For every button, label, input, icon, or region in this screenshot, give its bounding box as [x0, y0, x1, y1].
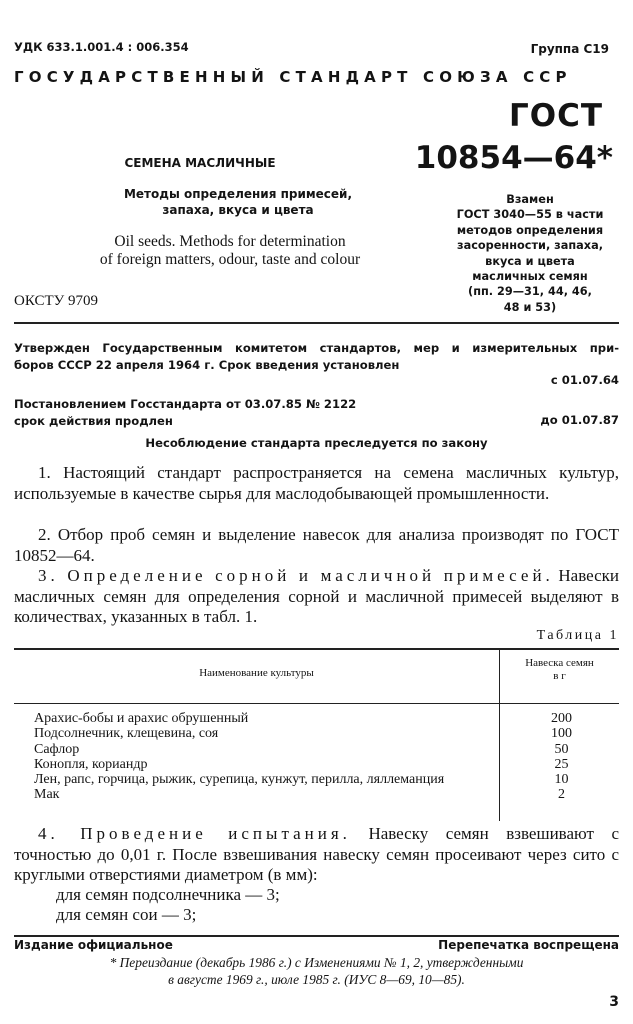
- crop-name: Арахис-бобы и арахис обрушенный: [34, 711, 249, 726]
- approval-statement: [14, 340, 619, 374]
- okstu-code: ОКСТУ 9709: [14, 293, 99, 309]
- seed-weight: 10: [554, 772, 569, 788]
- crop-name: Конопля, кориандр: [34, 756, 148, 772]
- valid-until-date: до 01.07.87: [540, 413, 619, 427]
- group-code: Группа С19: [530, 42, 609, 56]
- udk-code: УДК 633.1.001.4 : 006.354: [14, 40, 189, 54]
- paragraph-2: [14, 525, 619, 566]
- replaces-line: масличных семян: [472, 270, 588, 284]
- table-header-weight-line: Навеска семян: [525, 657, 594, 669]
- intro-date: с 01.07.64: [550, 373, 619, 387]
- table-row: [14, 742, 619, 757]
- replaces-line: вкуса и цвета: [485, 254, 575, 268]
- official-edition-label: Издание официальное: [14, 938, 173, 952]
- replaces-line: 48 и 53): [503, 300, 557, 314]
- state-standard-heading: ГОСУДАРСТВЕННЫЙ СТАНДАРТ СОЮЗА ССР: [14, 68, 572, 86]
- prolongation-line: Постановлением Госстандарта от 03.07.85 № 2122: [14, 397, 357, 411]
- header-divider: [14, 322, 619, 324]
- table-caption: Таблица 1: [536, 628, 619, 643]
- prolongation-line: срок действия продлен: [14, 414, 173, 428]
- table-header-rule: [14, 703, 619, 704]
- list-item: для семян сои — 3;: [56, 905, 197, 924]
- seed-weight: 200: [551, 711, 572, 726]
- replaces-line: засоренности, запаха,: [457, 239, 603, 253]
- reedition-footnote: [0, 954, 633, 988]
- replaces-line: ГОСТ 3040—55 в части: [456, 208, 604, 222]
- paragraph-4: [14, 824, 619, 886]
- seed-weight: 2: [558, 787, 565, 803]
- gost-number: 10854—64*: [414, 140, 613, 176]
- english-title: [0, 233, 460, 269]
- table-row: [14, 711, 619, 726]
- subtitle-line: запаха, вкуса и цвета: [162, 203, 314, 217]
- table-header-name: Наименование культуры: [199, 667, 314, 679]
- english-title-line: Oil seeds. Methods for determination: [114, 233, 346, 250]
- reprint-prohibited-label: Перепечатка воспрещена: [438, 938, 619, 952]
- paragraph-2-text: 2. Отбор проб семян и выделение навесок для анализа производят по ГОСТ 10852—64.: [14, 525, 619, 565]
- crop-name: Сафлор: [34, 741, 80, 757]
- seed-weight: 25: [554, 756, 569, 772]
- paragraph-4-title: 4. Проведение испытания.: [38, 824, 351, 843]
- crop-name: Лен, рапс, горчица, рыжик, сурепица, кунжут, перилла, ляллеманция: [34, 772, 445, 788]
- paragraph-4-text: Навеску семян взвешивают с точностью до 0,01 г. После взвешивания навеску семян просеивают через сито с круглыми отверстиями диаметром (в мм):: [14, 824, 619, 884]
- gost-label: ГОСТ: [508, 98, 603, 134]
- replaces-line: (пп. 29—31, 44, 46,: [468, 285, 592, 299]
- approval-line: Утвержден Государственным комитетом стандартов, мер и измерительных при-: [14, 341, 619, 355]
- paragraph-1: [14, 463, 619, 504]
- footnote-line: в августе 1969 г., июле 1985 г. (ИУС 8—69, 10—85).: [168, 972, 465, 987]
- list-item: для семян подсолнечника — 3;: [56, 885, 280, 904]
- table-header-weight: [500, 657, 619, 683]
- table-top-rule: [14, 648, 619, 650]
- seed-weight: 100: [551, 726, 572, 742]
- crop-name: Подсолнечник, клещевина, соя: [34, 726, 219, 742]
- replaces-note: [440, 192, 620, 315]
- table-row: [14, 787, 619, 802]
- approval-line: боров СССР 22 апреля 1964 г. Срок введения установлен: [14, 358, 400, 372]
- table-row: [14, 726, 619, 741]
- english-title-line: of foreign matters, odour, taste and colour: [99, 251, 361, 268]
- prolongation-statement: [14, 396, 356, 430]
- footnote-line: * Переиздание (декабрь 1986 г.) с Изменениями № 1, 2, утвержденными: [109, 955, 524, 970]
- violation-notice: Несоблюдение стандарта преследуется по закону: [145, 436, 488, 450]
- seed-weight: 50: [554, 741, 569, 757]
- page-number: 3: [609, 994, 619, 1010]
- paragraph-3-title: 3. Определение сорной и масличной примесей.: [38, 566, 554, 585]
- paragraph-1-text: 1. Настоящий стандарт распространяется на семена масличных культур, используемые в качестве сырья для маслодобывающей промышленности.: [14, 463, 619, 503]
- document-subtitle: [0, 186, 476, 218]
- table-body: [14, 711, 619, 803]
- crop-name: Мак: [34, 787, 60, 803]
- replaces-line: Взамен: [506, 193, 554, 206]
- subtitle-line: Методы определения примесей,: [123, 187, 353, 201]
- replaces-line: методов определения: [456, 223, 604, 237]
- table-header-weight-line: в г: [553, 670, 566, 682]
- footer-divider: [14, 935, 619, 937]
- document-title: СЕМЕНА МАСЛИЧНЫЕ: [124, 156, 276, 170]
- paragraph-3: [14, 566, 619, 628]
- paragraph-3-text: Навески масличных семян для определения сорной и масличной примесей выделяют в количествах, указанных в табл. 1.: [14, 566, 620, 626]
- table-row: [14, 757, 619, 772]
- table-row: [14, 772, 619, 787]
